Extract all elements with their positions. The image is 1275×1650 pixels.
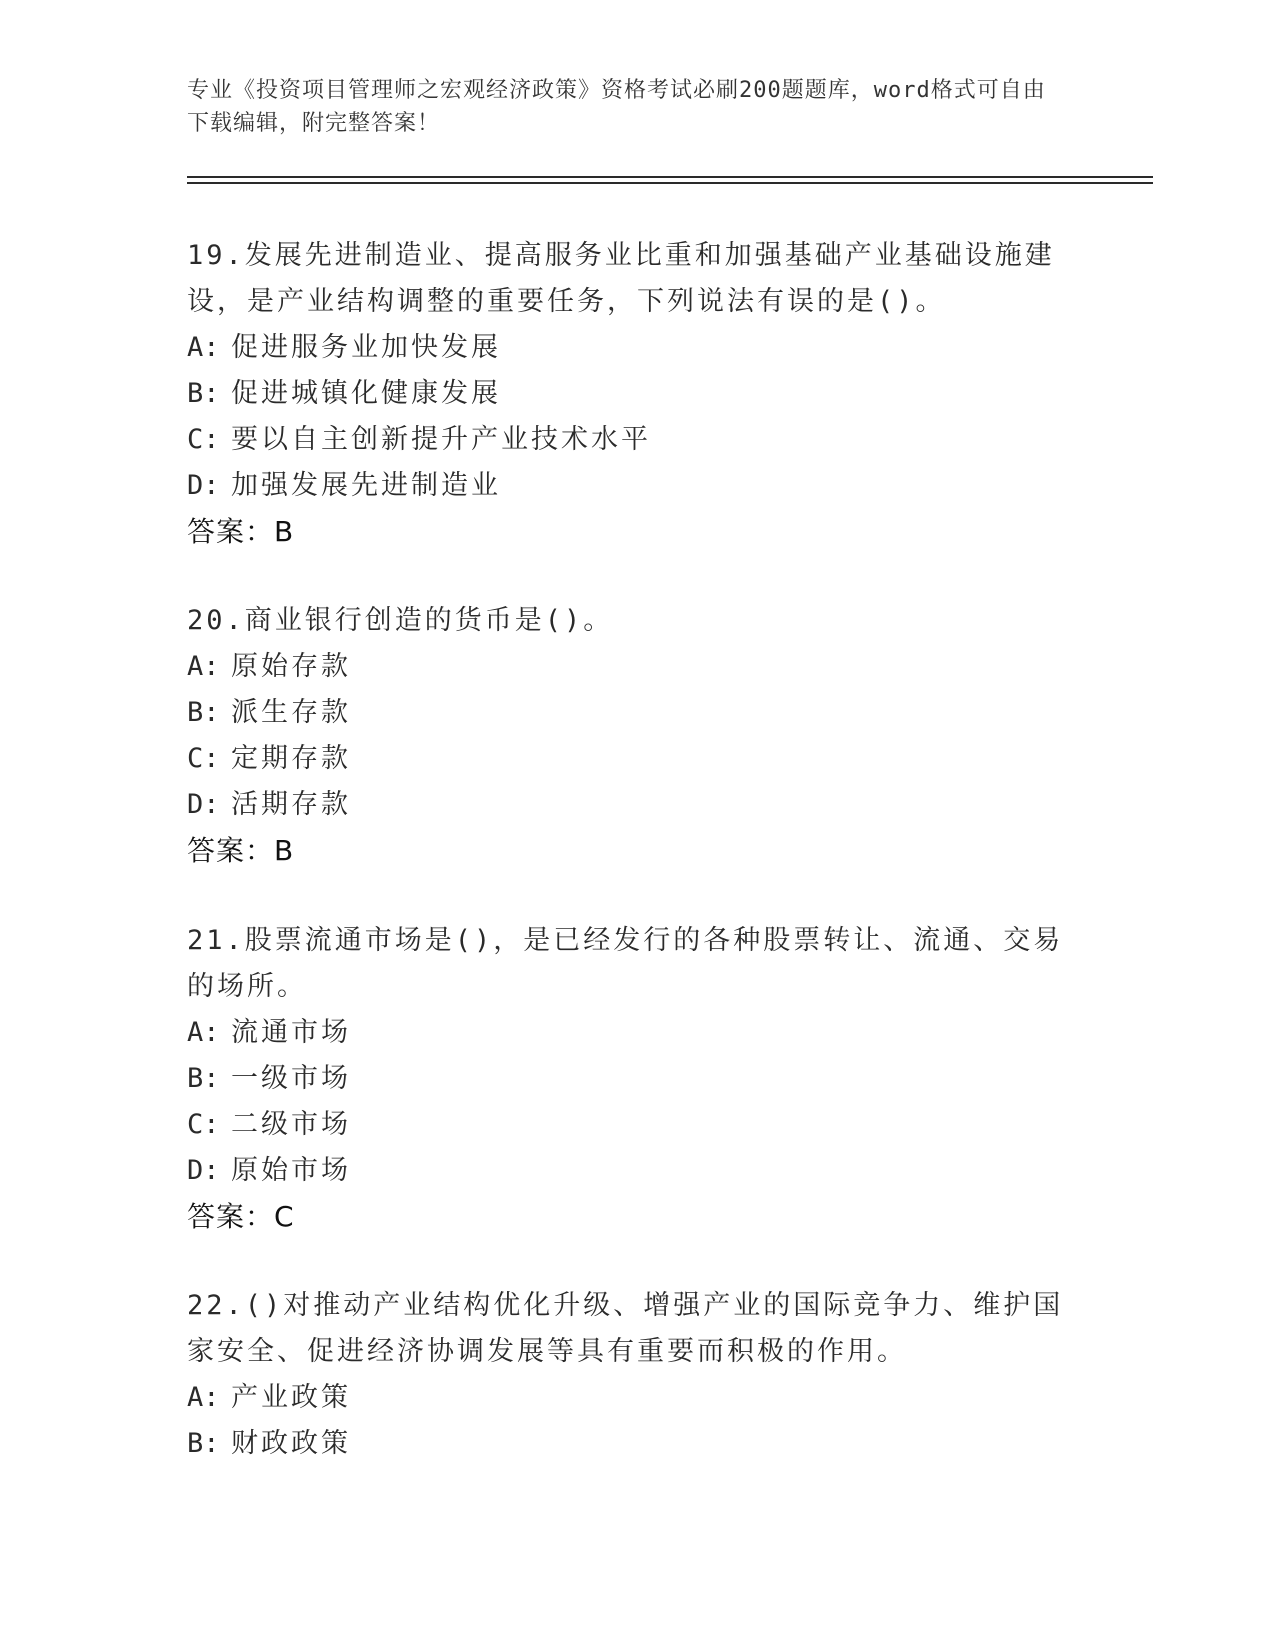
option-text: 财政政策 [231,1428,351,1459]
question-stem: 19.发展先进制造业、提高服务业比重和加强基础产业基础设施建设，是产业结构调整的重要任务，下列说法有误的是()。 [187,240,1055,317]
option-text: 促进城镇化健康发展 [231,378,501,409]
option-c [187,1102,1087,1148]
option-text: 流通市场 [231,1017,351,1048]
answer-line: 答案：B [187,834,295,867]
option-text: 一级市场 [231,1063,351,1094]
question-21 [187,918,1087,1240]
option-b [187,1056,1087,1102]
option-text: 促进服务业加快发展 [231,332,501,363]
option-b [187,1421,1087,1467]
option-text: 活期存款 [231,789,351,820]
option-text: 产业政策 [231,1382,351,1413]
question-22 [187,1283,1087,1467]
option-text: 派生存款 [231,697,351,728]
option-label: A: [187,1017,220,1048]
option-label: D: [187,789,220,820]
option-label: A: [187,1382,220,1413]
document-header: 专业《投资项目管理师之宏观经济政策》资格考试必刷200题题库，word格式可自由下载编辑，附完整答案！ [187,78,1046,136]
option-label: D: [187,470,220,501]
option-label: C: [187,1109,220,1140]
answer-line: 答案：B [187,515,295,548]
answer-line: 答案：C [187,1200,295,1233]
question-stem: 20.商业银行创造的货币是()。 [187,605,614,636]
option-b [187,371,1087,417]
option-label: B: [187,378,220,409]
option-c [187,736,1087,782]
option-text: 要以自主创新提升产业技术水平 [231,424,651,455]
question-19 [187,233,1087,555]
option-label: B: [187,1428,220,1459]
option-a [187,1010,1087,1056]
option-label: A: [187,651,220,682]
option-b [187,690,1087,736]
option-text: 定期存款 [231,743,351,774]
question-stem: 21.股票流通市场是()，是已经发行的各种股票转让、流通、交易的场所。 [187,925,1064,1002]
option-a [187,644,1087,690]
option-label: C: [187,743,220,774]
question-stem: 22.()对推动产业结构优化升级、增强产业的国际竞争力、维护国家安全、促进经济协调发展等具有重要而积极的作用。 [187,1290,1064,1367]
header-divider-bottom [187,182,1153,184]
option-text: 原始存款 [231,651,351,682]
option-label: C: [187,424,220,455]
option-c [187,417,1087,463]
option-text: 原始市场 [231,1155,351,1186]
option-d [187,463,1087,509]
option-label: B: [187,1063,220,1094]
header-divider-top [187,176,1153,178]
option-label: A: [187,332,220,363]
option-d [187,782,1087,828]
option-text: 加强发展先进制造业 [231,470,501,501]
question-20 [187,598,1087,874]
option-label: D: [187,1155,220,1186]
option-a [187,325,1087,371]
option-d [187,1148,1087,1194]
option-label: B: [187,697,220,728]
option-text: 二级市场 [231,1109,351,1140]
option-a [187,1375,1087,1421]
